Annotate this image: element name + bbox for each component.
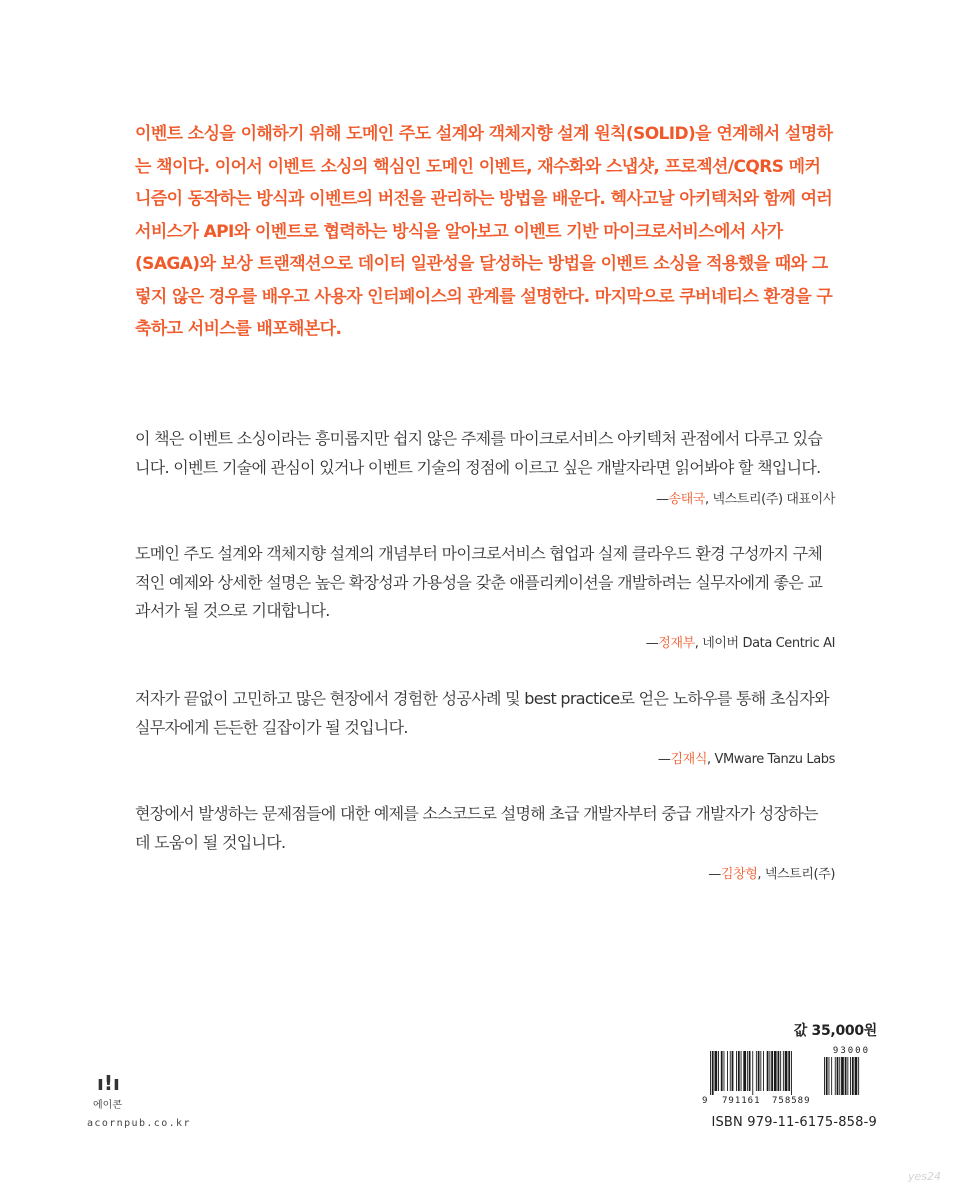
barcode-addon-bar: [847, 1057, 848, 1095]
isbn-number: ISBN 979-11-6175-858-9: [711, 1115, 877, 1130]
barcode-addon-bar: [845, 1057, 847, 1095]
barcode-bar: [769, 1051, 770, 1091]
barcode-bar: [785, 1051, 788, 1091]
credit-dash: —: [645, 635, 659, 651]
review-block: [135, 685, 835, 767]
barcode-bar: [747, 1051, 748, 1091]
barcode-digit-first: 9: [702, 1096, 708, 1105]
reviewer-affiliation: , VMware Tanzu Labs: [707, 752, 835, 767]
barcode-addon-bar: [837, 1057, 839, 1095]
publisher-logo-mark: [85, 1068, 205, 1116]
barcode-main-bars: [710, 1051, 792, 1095]
barcode-addon-bars: [824, 1057, 859, 1095]
reviewer-name: 송태국: [668, 492, 706, 507]
barcode-addon-bar: [826, 1057, 828, 1095]
barcode-addon-bar: [835, 1057, 836, 1095]
price-label: 값 35,000원: [793, 1023, 877, 1039]
watermark-text: yes24: [908, 1170, 942, 1183]
barcode-bar: [778, 1051, 780, 1091]
reviewer-name: 정재부: [658, 635, 695, 651]
barcode-bar: [771, 1051, 773, 1091]
isbn-barcode: [700, 1045, 880, 1105]
barcode-bar: [721, 1051, 723, 1091]
review-credit: [135, 748, 835, 767]
barcode-addon-bar: [858, 1057, 859, 1095]
reviewer-affiliation: , 넥스트리(주): [757, 867, 835, 882]
credit-dash: —: [657, 752, 671, 767]
barcode-addon-digits: 93000: [832, 1046, 870, 1056]
review-block: [135, 800, 835, 882]
barcode-bar: [736, 1051, 737, 1091]
reviewer-name: 김재식: [670, 752, 707, 767]
barcode-bar: [780, 1051, 781, 1091]
barcode-bar: [741, 1051, 742, 1091]
barcode-addon-bar: [824, 1057, 825, 1095]
barcode-addon-bar: [841, 1057, 844, 1095]
publisher-url: acornpub.co.kr: [87, 1118, 191, 1129]
reviewer-affiliation: , 넥스트리(주) 대표이사: [705, 492, 835, 507]
yes24-watermark: [908, 1166, 946, 1186]
review-text: 저자가 끝없이 고민하고 많은 현장에서 경험한 성공사례 및 best practice로 얻은 노하우를 통해 초심자와 실무자에게 든든한 길잡이가 될 것입니다.: [135, 689, 829, 737]
barcode-bar: [763, 1051, 764, 1091]
barcode-bar: [743, 1051, 746, 1091]
barcode-addon-bar: [855, 1057, 858, 1095]
barcode-bar: [732, 1051, 734, 1091]
review-credit: [135, 632, 835, 651]
barcode-addon-bar: [852, 1057, 854, 1095]
barcode-addon-bar: [850, 1057, 851, 1095]
barcode-bar: [756, 1051, 757, 1091]
barcode-bar: [738, 1051, 740, 1091]
barcode-bar: [730, 1051, 731, 1091]
reviewer-affiliation: , 네이버 Data Centric AI: [694, 635, 835, 651]
barcode-bar: [758, 1051, 760, 1091]
credit-dash: —: [655, 492, 669, 507]
review-block: [135, 540, 835, 651]
barcode-bar: [788, 1051, 790, 1091]
review-credit: [135, 488, 835, 507]
publisher-mark-glyph: ı!ı: [97, 1071, 120, 1095]
barcode-bar: [712, 1051, 714, 1095]
review-text: 이 책은 이벤트 소싱이라는 흥미롭지만 쉽지 않은 주제를 마이크로서비스 아키텍처 관점에서 다루고 있습니다. 이벤트 기술에 관심이 있거나 이벤트 기술의 정점에 이르고 싶은 개발자라면 읽어봐야 할 책입니다.: [135, 429, 823, 477]
barcode-graphic: [700, 1045, 880, 1105]
review-credit: [135, 863, 835, 882]
barcode-bar: [767, 1051, 769, 1091]
barcode-bar: [710, 1051, 711, 1095]
barcode-bar: [791, 1051, 792, 1095]
barcode-bar: [724, 1051, 725, 1091]
barcode-bar: [715, 1051, 718, 1091]
barcode-bar: [774, 1051, 777, 1091]
review-text: 도메인 주도 설계와 객체지향 설계의 개념부터 마이크로서비스 협업과 실제 클라우드 환경 구성까지 구체적인 예제와 상세한 설명은 높은 확장성과 가용성을 갖춘 애플리케이션을 개발하려는 실무자에게 좋은 교과서가 될 것으로 기대합니다.: [135, 544, 823, 620]
book-description: 이벤트 소싱을 이해하기 위해 도메인 주도 설계와 객체지향 설계 원칙(SOLID)을 연계해서 설명하는 책이다. 이어서 이벤트 소싱의 핵심인 도메인 이벤트, 재수화와 스냅샷, 프로젝션/CQRS 메커니즘이 동작하는 방식과 이벤트의 버전을 관리하는 방법을 배운다. 헥사고날 아키텍처와 함께 여러 서비스가 API와 이벤트로 협력하는 방식을 알아보고 이벤트 기반 마이크로서비스에서 사가(SAGA)와 보상 트랜잭션으로 데이터 일관성을 달성하는 방법을 이벤트 소싱을 적용했을 때와 그렇지 않은 경우를 배우고 사용자 인터페이스의 관계를 설명한다. 마지막으로 쿠버네티스 환경을 구축하고 서비스를 배포해본다.: [135, 124, 833, 339]
barcode-bar: [752, 1051, 753, 1095]
reviewer-name: 김창형: [720, 867, 758, 882]
barcode-addon-bar: [831, 1057, 832, 1095]
barcode-addon-bar: [839, 1057, 840, 1095]
barcode-bar: [718, 1051, 719, 1091]
barcode-bar: [727, 1051, 728, 1091]
review-block: [135, 425, 835, 507]
barcode-bar: [749, 1051, 751, 1091]
credit-dash: —: [708, 867, 721, 882]
barcode-bar: [783, 1051, 784, 1091]
review-text: 현장에서 발생하는 문제점들에 대한 예제를 소스코드로 설명해 초급 개발자부터 중급 개발자가 성장하는 데 도움이 될 것입니다.: [135, 804, 818, 852]
barcode-digits-left: 791161: [722, 1096, 761, 1105]
barcode-addon-bar: [829, 1057, 830, 1095]
barcode-digits-right: 758589: [772, 1096, 811, 1105]
publisher-name: 에이콘: [93, 1100, 122, 1111]
barcode-bar: [760, 1051, 761, 1091]
